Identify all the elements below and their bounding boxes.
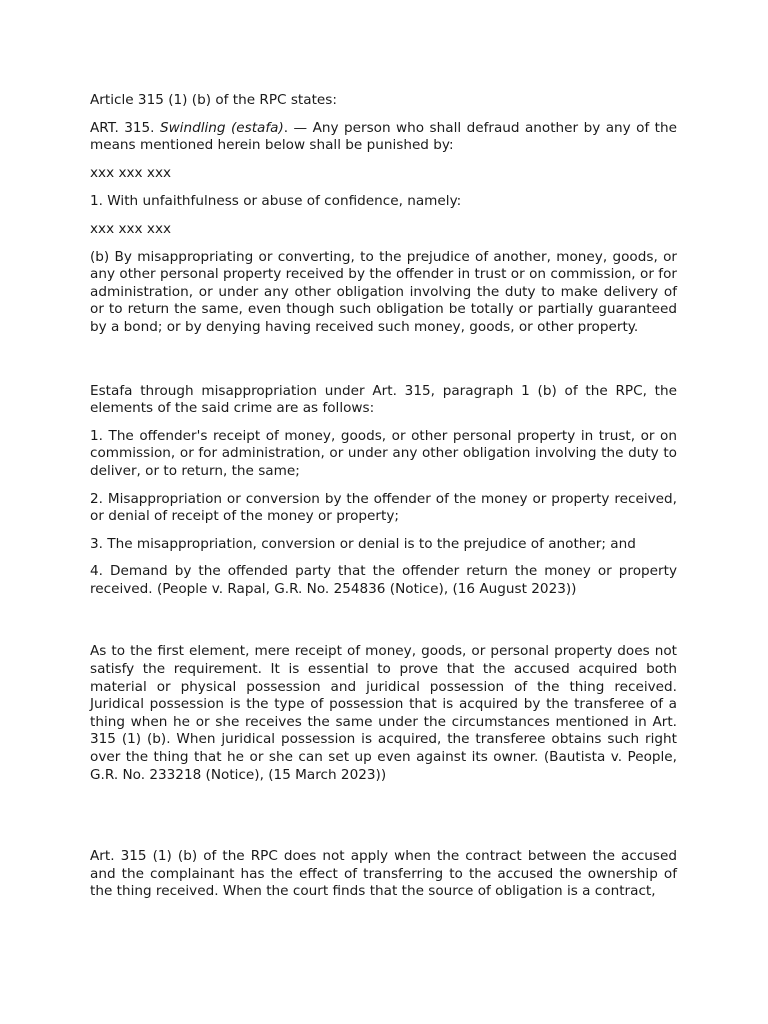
article-paragraph xyxy=(90,120,677,155)
document-page xyxy=(90,92,677,901)
ellipsis-line: xxx xxx xxx xyxy=(90,164,172,181)
article-rest: . — Any person who shall defraud another by any of the means mentioned herein below shall be punished by: xyxy=(90,119,677,154)
first-element-paragraph: As to the first element, mere receipt of money, goods, or personal property does not satisfy the requirement. It is essential to prove that the accused acquired both material or physical possession and juridical possession of the thing received. Juridical possession is the type of possession that is acquired by the transferee of a thing when he or she receives the same under the circumstances mentioned in Art. 315 (1) (b). When juridical possession is acquired, the transferee obtains such right over the thing that he or she can set up even against its owner. (Bautista v. People, G.R. No. 233218 (Notice), (15 March 2023)) xyxy=(90,643,677,783)
article-prefix: ART. 315. xyxy=(90,119,160,136)
last-paragraph: Art. 315 (1) (b) of the RPC does not apply when the contract between the accused and the complainant has the effect of transferring to the accused the ownership of the thing received. When the court finds that the source of obligation is a contract, xyxy=(90,848,677,900)
item-b-paragraph: (b) By misappropriating or converting, to the prejudice of another, money, goods, or any other personal property received by the offender in trust or on commission, or for administration, or under any other obligation involving the duty to make delivery of or to return the same, even though such obligation be totally or partially guaranteed by a bond; or by denying having received such money, goods, or other property. xyxy=(90,248,677,335)
element-4-paragraph: 4. Demand by the offended party that the offender return the money or property received. (People v. Rapal, G.R. No. 254836 (Notice), (16 August 2023)) xyxy=(90,563,677,597)
article-title: Swindling (estafa) xyxy=(159,119,284,136)
intro-line: Article 315 (1) (b) of the RPC states: xyxy=(90,92,337,108)
element-2-paragraph: 2. Misappropriation or conversion by the offender of the money or property received, or denial of receipt of the money or property; xyxy=(90,490,677,525)
element-1-paragraph: 1. The offender's receipt of money, goods, or other personal property in trust, or on commission, or for administration, or under any other obligation involving the duty to deliver, or to return, the same; xyxy=(90,427,677,479)
ellipsis-line: xxx xxx xxx xyxy=(90,220,172,237)
elements-intro-paragraph: Estafa through misappropriation under Art. 315, paragraph 1 (b) of the RPC, the elements of the said crime are as follows: xyxy=(90,382,677,417)
element-3-paragraph: 3. The misappropriation, conversion or denial is to the prejudice of another; and xyxy=(90,535,636,552)
item-1-line: 1. With unfaithfulness or abuse of confidence, namely: xyxy=(90,193,462,210)
